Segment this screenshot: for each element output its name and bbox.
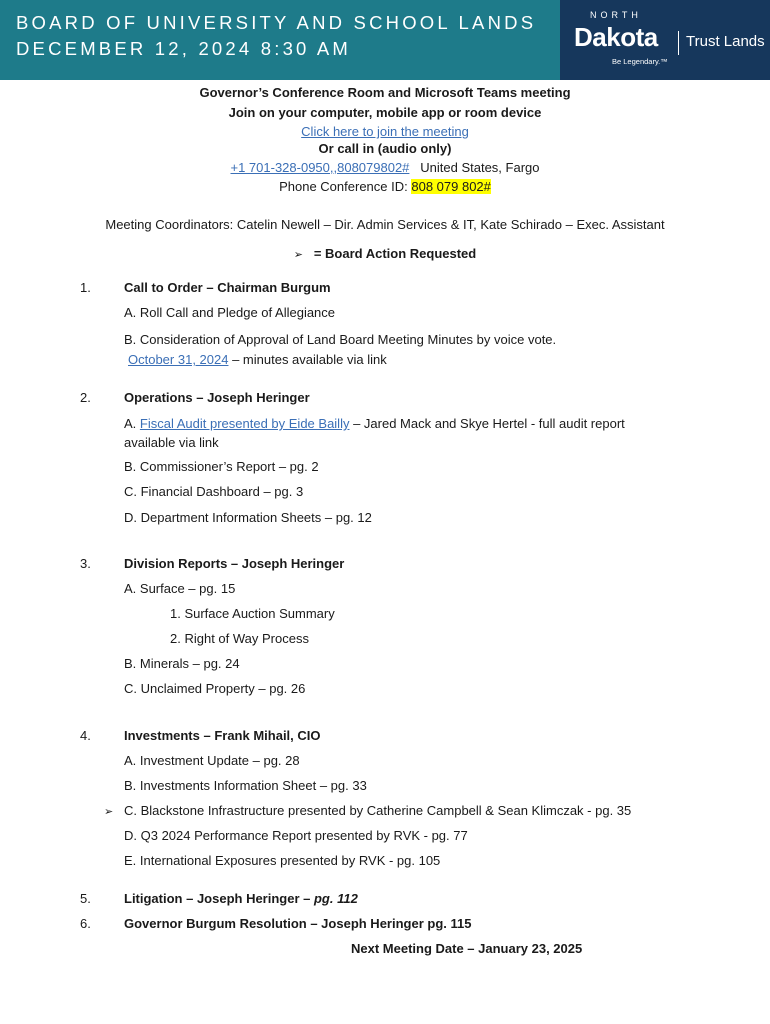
section-title-text: Litigation – Joseph Heringer – xyxy=(124,891,314,906)
meeting-location: Governor’s Conference Room and Microsoft Teams meeting xyxy=(199,85,571,100)
page-title xyxy=(16,10,536,62)
join-meeting-link[interactable]: Click here to join the meeting xyxy=(301,124,469,139)
section-number: 4. xyxy=(80,728,91,743)
section-title: Governor Burgum Resolution – Joseph Heringer pg. 115 xyxy=(124,916,472,931)
agenda-item xyxy=(124,414,664,452)
north-dakota-trust-lands-logo xyxy=(560,0,770,80)
item-prefix: A. xyxy=(124,416,140,431)
phone-row xyxy=(0,160,770,175)
conference-id-label: Phone Conference ID: xyxy=(279,179,408,194)
agenda-subitem: 2. Right of Way Process xyxy=(170,631,309,646)
phone-location: United States, Fargo xyxy=(420,160,540,175)
section-number: 5. xyxy=(80,891,91,906)
section-number: 1. xyxy=(80,280,91,295)
item-text: – Jared Mack and Skye Hertel - full audit report available via link xyxy=(124,416,625,450)
agenda-item: C. Unclaimed Property – pg. 26 xyxy=(124,681,306,696)
section-title xyxy=(124,891,358,906)
fiscal-audit-link[interactable]: Fiscal Audit presented by Eide Bailly xyxy=(139,416,350,431)
agenda-item: B. Minerals – pg. 24 xyxy=(124,656,240,671)
meeting-coordinators: Meeting Coordinators: Catelin Newell – Dir. Admin Services & IT, Kate Schirado – Exec. Assistant xyxy=(105,217,665,232)
section-page-ref: pg. 112 xyxy=(313,891,358,906)
section-number: 6. xyxy=(80,916,91,931)
join-instructions: Join on your computer, mobile app or room device xyxy=(228,105,542,120)
agenda-item: D. Q3 2024 Performance Report presented by RVK - pg. 77 xyxy=(124,828,468,843)
phone-number-link[interactable]: +1 701-328-0950,,808079802# xyxy=(230,160,410,175)
section-title: Call to Order – Chairman Burgum xyxy=(124,280,331,295)
section-number: 3. xyxy=(80,556,91,571)
logo-tagline: Be Legendary.™ xyxy=(612,57,668,66)
section-title: Division Reports – Joseph Heringer xyxy=(124,556,345,571)
agenda-item: B. Consideration of Approval of Land Board Meeting Minutes by voice vote. xyxy=(124,332,557,347)
action-legend-text: = Board Action Requested xyxy=(313,246,477,261)
title-line-2: DECEMBER 12, 2024 8:30 AM xyxy=(16,38,352,59)
section-number: 2. xyxy=(80,390,91,405)
agenda-item: E. International Exposures presented by RVK - pg. 105 xyxy=(124,853,441,868)
agenda-item: D. Department Information Sheets – pg. 12 xyxy=(124,510,372,525)
agenda-item: C. Blackstone Infrastructure presented by Catherine Campbell & Sean Klimczak - pg. 35 xyxy=(124,803,632,818)
title-line-1: BOARD OF UNIVERSITY AND SCHOOL LANDS xyxy=(16,12,537,33)
agenda-item: B. Commissioner’s Report – pg. 2 xyxy=(124,459,319,474)
header-banner xyxy=(0,0,770,80)
minutes-link[interactable]: October 31, 2024 xyxy=(128,352,229,367)
action-legend xyxy=(0,246,770,261)
call-in-label: Or call in (audio only) xyxy=(318,141,452,156)
action-arrow-icon: ➢ xyxy=(293,249,303,261)
minutes-row xyxy=(128,352,387,367)
section-title: Investments – Frank Mihail, CIO xyxy=(124,728,321,743)
next-meeting-date: Next Meeting Date – January 23, 2025 xyxy=(351,941,583,956)
logo-trust-lands-text: Trust Lands xyxy=(686,33,765,50)
agenda-item: B. Investments Information Sheet – pg. 33 xyxy=(124,778,367,793)
logo-north-text: NORTH xyxy=(590,10,642,20)
agenda-item: A. Investment Update – pg. 28 xyxy=(124,753,300,768)
agenda-item: C. Financial Dashboard – pg. 3 xyxy=(124,484,304,499)
agenda-item: A. Surface – pg. 15 xyxy=(124,581,236,596)
board-action-arrow-icon: ➢ xyxy=(104,806,114,818)
conference-id-value: 808 079 802# xyxy=(411,179,491,194)
logo-dakota-text: Dakota xyxy=(574,22,658,52)
minutes-note: – minutes available via link xyxy=(228,352,387,367)
conference-id-row xyxy=(0,179,770,194)
join-meeting-row xyxy=(0,124,770,139)
agenda-item: A. Roll Call and Pledge of Allegiance xyxy=(124,305,336,320)
agenda-subitem: 1. Surface Auction Summary xyxy=(170,606,335,621)
section-title: Operations – Joseph Heringer xyxy=(124,390,310,405)
logo-divider xyxy=(678,31,679,55)
